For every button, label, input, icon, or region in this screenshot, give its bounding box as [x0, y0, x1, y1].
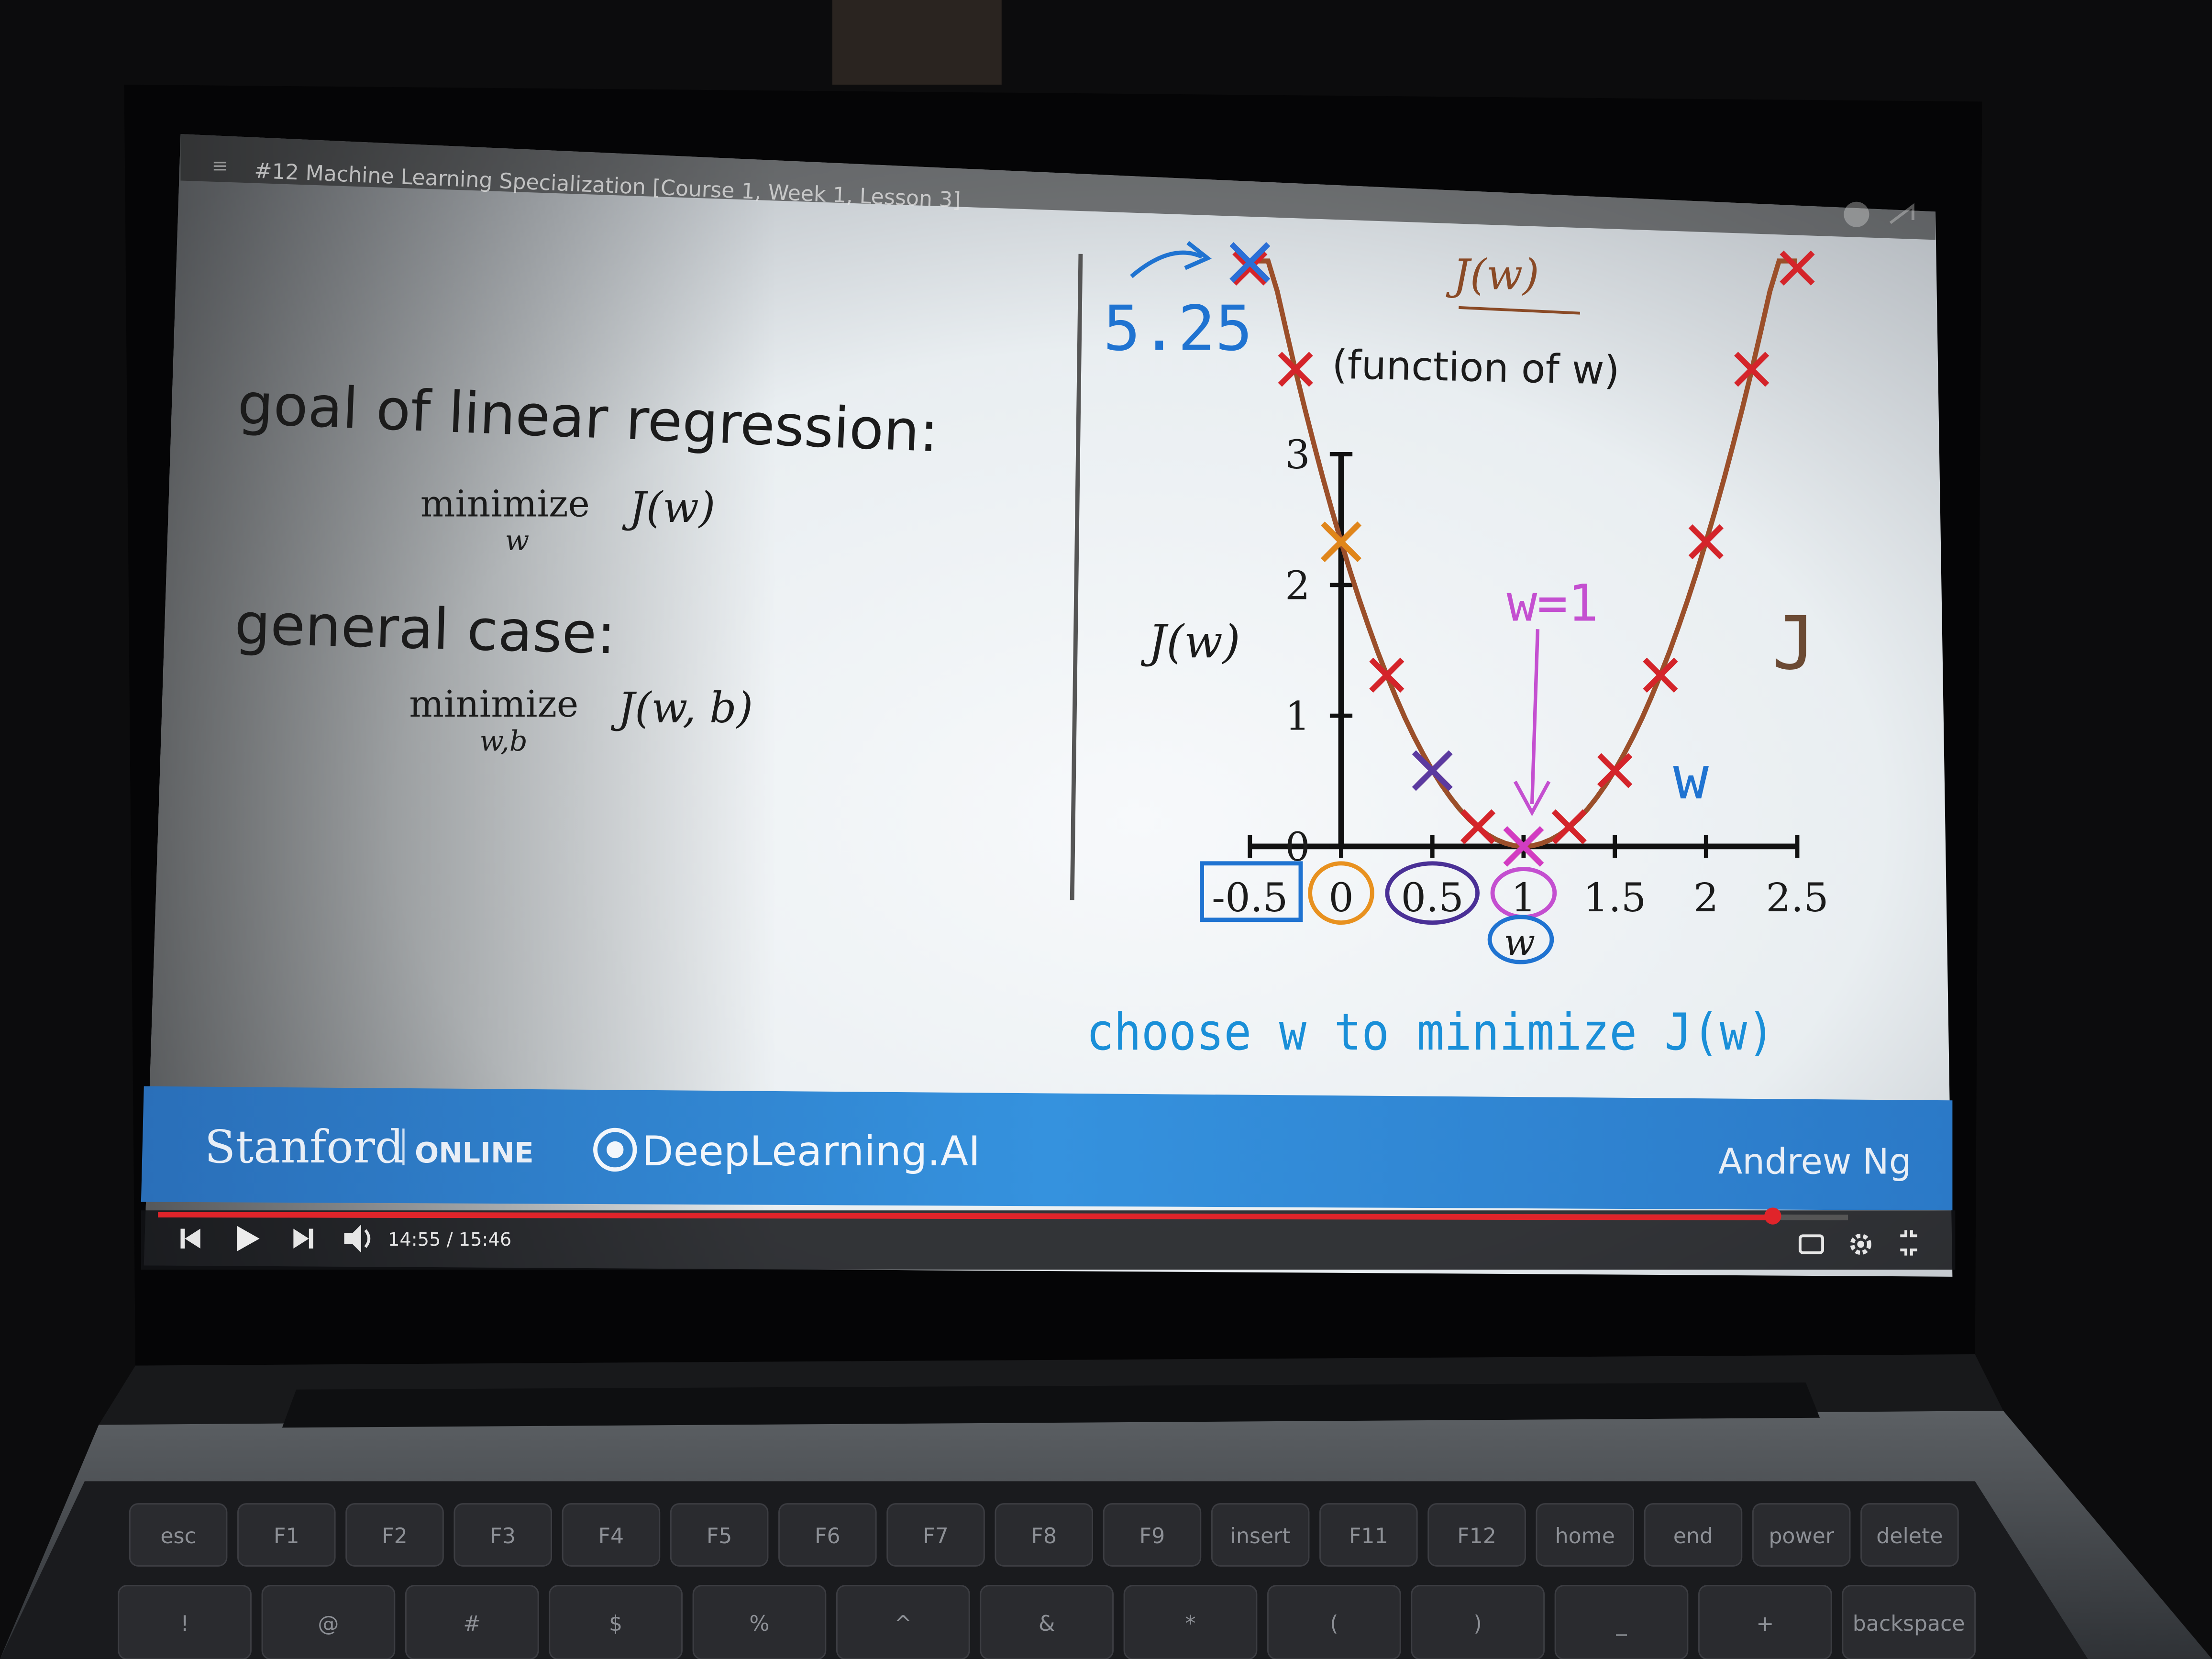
svg-text:@: @	[318, 1612, 339, 1637]
keyboard-key[interactable]	[346, 1504, 443, 1566]
keyboard-key[interactable]	[406, 1586, 538, 1659]
annotation-w-equals-1: w=1	[1506, 574, 1599, 633]
keyboard-key[interactable]	[1428, 1504, 1526, 1566]
svg-text:F2: F2	[382, 1524, 408, 1549]
formula-general-fn: J(w, b)	[618, 683, 753, 732]
svg-text:_: _	[1616, 1612, 1627, 1637]
keyboard-key[interactable]	[671, 1504, 768, 1566]
svg-text:esc: esc	[160, 1524, 196, 1549]
keyboard-key[interactable]	[995, 1504, 1093, 1566]
svg-text:+: +	[1756, 1612, 1774, 1637]
deeplearning-logo-dot	[607, 1141, 623, 1158]
keyboard-key[interactable]	[693, 1586, 826, 1659]
svg-text:F8: F8	[1031, 1524, 1057, 1549]
keyboard-key[interactable]	[1412, 1586, 1544, 1659]
formula-general-op: minimize	[409, 683, 579, 726]
slide-footer	[141, 1086, 1952, 1211]
keyboard-key[interactable]	[837, 1586, 969, 1659]
y-tick-label: 3	[1285, 432, 1310, 478]
keyboard-key[interactable]	[1555, 1586, 1688, 1659]
svg-text:F12: F12	[1457, 1524, 1496, 1549]
time-display: 14:55 / 15:46	[387, 1228, 512, 1250]
y-tick-label: 1	[1285, 693, 1310, 740]
heading-general: general case:	[233, 591, 617, 667]
keyboard-key[interactable]	[887, 1504, 984, 1566]
keyboard-key[interactable]	[1537, 1504, 1634, 1566]
svg-text:%: %	[749, 1612, 770, 1637]
svg-text:F4: F4	[598, 1524, 624, 1549]
svg-text:insert: insert	[1230, 1524, 1291, 1549]
svg-text:F11: F11	[1349, 1524, 1388, 1549]
keyboard-key[interactable]	[238, 1504, 335, 1566]
presenter-name: Andrew Ng	[1718, 1141, 1912, 1183]
keyboard-key[interactable]	[130, 1504, 227, 1566]
x-tick-label: 1.5	[1583, 875, 1647, 921]
chart-title: J(w)	[1453, 250, 1539, 299]
keyboard-key[interactable]	[262, 1586, 395, 1659]
y-tick-label: 0	[1285, 824, 1310, 870]
formula-goal-fn: J(w)	[629, 483, 716, 532]
x-tick-label: 0.5	[1401, 875, 1464, 921]
x-tick-label: 2	[1693, 875, 1719, 921]
svg-text:end: end	[1673, 1524, 1714, 1549]
video-title[interactable]: #12 Machine Learning Specialization [Course 1, Week 1, Lesson 3]	[254, 158, 962, 213]
keyboard-key[interactable]	[1268, 1586, 1400, 1659]
svg-text:power: power	[1769, 1524, 1835, 1549]
keyboard-key[interactable]	[1843, 1586, 1975, 1659]
keyboard-key[interactable]	[1124, 1586, 1257, 1659]
svg-text:#: #	[463, 1612, 481, 1637]
keyboard-key[interactable]	[981, 1586, 1113, 1659]
svg-text:F1: F1	[274, 1524, 299, 1549]
chart-subtitle: (function of w)	[1331, 342, 1620, 394]
logo-online: ONLINE	[415, 1136, 534, 1169]
progress-scrubber[interactable]	[1764, 1207, 1781, 1224]
svg-text:F5: F5	[706, 1524, 732, 1549]
progress-played	[158, 1215, 1773, 1217]
svg-text:(: (	[1330, 1612, 1338, 1637]
annotation-value: 5.25	[1103, 292, 1253, 365]
svg-text:delete: delete	[1876, 1524, 1943, 1549]
keyboard-key[interactable]	[1645, 1504, 1742, 1566]
x-tick-label: 0	[1328, 875, 1354, 921]
keyboard-key[interactable]	[550, 1586, 682, 1659]
svg-text:F6: F6	[815, 1524, 841, 1549]
x-tick-label: 1	[1511, 875, 1537, 921]
keyboard-key[interactable]	[119, 1586, 251, 1659]
svg-text:): )	[1473, 1612, 1482, 1637]
watch-later-icon[interactable]	[1844, 202, 1869, 227]
formula-goal-op: minimize	[420, 483, 590, 526]
svg-text:&: &	[1038, 1612, 1055, 1637]
keyboard-key[interactable]	[1699, 1586, 1831, 1659]
keyboard-key[interactable]	[454, 1504, 552, 1566]
x-tick-label: -0.5	[1212, 875, 1288, 921]
svg-text:$: $	[609, 1612, 623, 1637]
svg-text:backspace: backspace	[1852, 1612, 1965, 1637]
svg-text:!: !	[180, 1612, 189, 1637]
annotation-J: J	[1771, 601, 1816, 686]
keyboard-key[interactable]	[1753, 1504, 1850, 1566]
video-player[interactable]	[141, 134, 1955, 1277]
svg-text:F9: F9	[1139, 1524, 1165, 1549]
x-tick-label: 2.5	[1766, 875, 1829, 921]
y-tick-label: 2	[1285, 563, 1310, 609]
logo-deeplearning: DeepLearning.AI	[641, 1128, 981, 1175]
svg-text:*: *	[1185, 1612, 1196, 1637]
logo-stanford: Stanford	[204, 1120, 404, 1173]
svg-text:home: home	[1555, 1524, 1615, 1549]
axis-w-label: w	[1504, 921, 1536, 964]
keyboard-key[interactable]	[1861, 1504, 1958, 1566]
svg-text:F7: F7	[923, 1524, 949, 1549]
background-object	[832, 0, 1002, 85]
keyboard-key[interactable]	[779, 1504, 876, 1566]
svg-text:F3: F3	[490, 1524, 516, 1549]
formula-goal-var: w	[505, 524, 530, 557]
keyboard-key[interactable]	[1104, 1504, 1201, 1566]
keyboard-key[interactable]	[1320, 1504, 1417, 1566]
menu-icon[interactable]: ≡	[211, 154, 228, 177]
keyboard-key[interactable]	[1212, 1504, 1309, 1566]
svg-text:^: ^	[894, 1612, 912, 1637]
annotation-choose-w: choose w to minimize J(w)	[1086, 1003, 1775, 1062]
formula-general-var: w,b	[479, 724, 528, 757]
chart-ylabel: J(w)	[1148, 616, 1240, 669]
heading-goal: goal of linear regression:	[236, 371, 940, 465]
keyboard-key[interactable]	[563, 1504, 660, 1566]
annotation-w: w	[1673, 744, 1709, 813]
